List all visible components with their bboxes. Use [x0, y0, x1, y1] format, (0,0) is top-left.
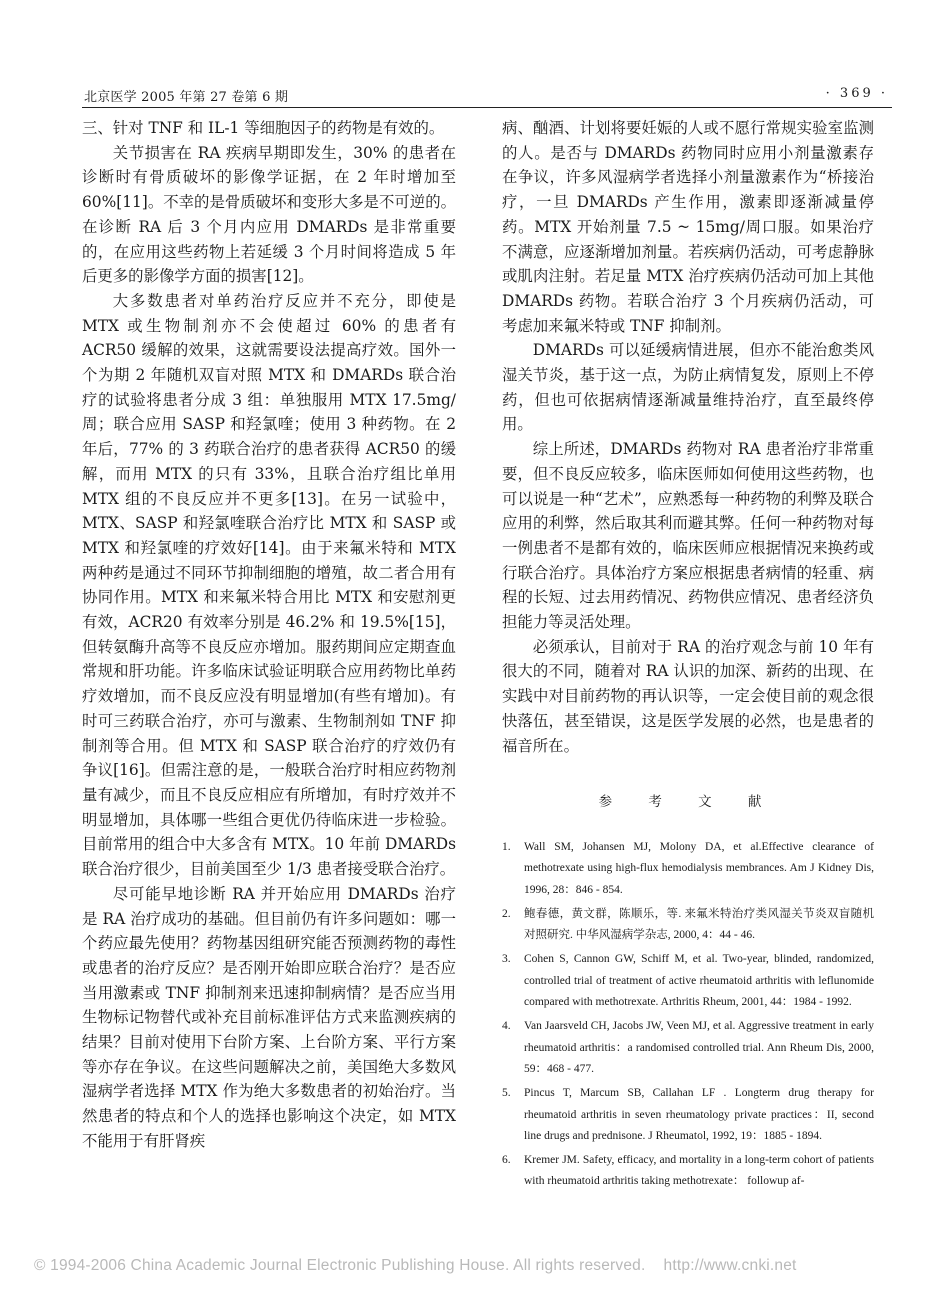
- left-column: [82, 116, 456, 1154]
- header-rule: [82, 107, 892, 108]
- reference-number: 3.: [502, 953, 511, 966]
- reference-number: 2.: [502, 907, 511, 920]
- right-column: [502, 116, 874, 1196]
- reference-text: 鲍春德，黄文群，陈顺乐，等. 来氟米特治疗类风湿关节炎双盲随机对照研究. 中华风湿病学杂志, 2000, 4：44 - 46.: [524, 907, 874, 942]
- running-head: 北京医学 2005 年第 27 卷第 6 期: [84, 90, 289, 105]
- reference-text: Van Jaarsveld CH, Jacobs JW, Veen MJ, et al. Aggressive treatment in early rheumatoid arthritis：a randomised controlled trial. Ann Rheum Dis, 2000, 59：468 - 477.: [524, 1020, 874, 1075]
- reference-text: Cohen S, Cannon GW, Schiff M, et al. Two-year, blinded, randomized, controlled trial of treatment of active rheumatoid arthritis with leflunomide compared with methotrexate. Arthritis Rheum, 2001, 44：1984 - 1992.: [524, 953, 874, 1009]
- reference-text: Kremer JM. Safety, efficacy, and mortality in a long-term cohort of patients with rheumatoid arthritis taking methotrexate： followup af-: [524, 1154, 874, 1188]
- reference-item: [502, 949, 874, 1013]
- reference-text: Wall SM, Johansen MJ, Molony DA, et al.Effective clearance of methotrexate using high-flux hemodialysis membrances. Am J Kidney Dis, 1996, 28：846 - 854.: [524, 840, 874, 896]
- body-paragraph: 综上所述，DMARDs 药物对 RA 患者治疗非常重要，但不良反应较多，临床医师如何使用这些药物，也可以说是一种“艺术”，应熟悉每一种药物的利弊及联合应用的利弊，然后取其利而避其弊。任何一种药物对每一例患者不是都有效的，临床医师应根据情况来换药或行联合治疗。具体治疗方案应根据患者病情的轻重、病程的长短、过去用药情况、药物供应情况、患者经济负担能力等灵活处理。: [502, 440, 874, 632]
- body-paragraph: 大多数患者对单药治疗反应并不充分，即使是 MTX 或生物制剂亦不会使超过 60% 的患者有 ACR50 缓解的效果，这就需要设法提高疗效。国外一个为期 2 年随机双盲对照 MTX 和 DMARDs 联合治疗的试验将患者分成 3 组：单独服用 MTX 17.5mg/周；联合应用 SASP 和羟氯喹；使用 3 种药物。在 2 年后，77% 的 3 药联合治疗的患者获得 ACR50 的缓解，而用 MTX 的只有 33%，且联合治疗组比单用 MTX 组的不良反应并不更多[13]。在另一试验中，MTX、SASP 和羟氯喹联合治疗比 MTX 和 SASP 或 MTX 和羟氯喹的疗效好[14]。由于来氟米特和 MTX 两种药是通过不同环节抑制细胞的增殖，故二者合用有协同作用。MTX 和来氟米特合用比 MTX 和安慰剂更有效，ACR20 有效率分别是 46.2% 和 19.5%[15]，但转氨酶升高等不良反应亦增加。服药期间应定期查血常规和肝功能。许多临床试验证明联合应用药物比单药疗效增加，而不良反应没有明显增加(有些有增加)。有时可三药联合治疗，亦可与激素、生物制剂如 TNF 抑制剂等合用。但 MTX 和 SASP 联合治疗的疗效仍有争议[16]。但需注意的是，一般联合治疗时相应药物剂量有减少，而且不良反应相应有所增加，有时疗效并不明显增加，具体哪一些组合更优仍待临床进一步检验。目前常用的组合中大多含有 MTX。10 年前 DMARDs 联合治疗很少，目前美国至少 1/3 患者接受联合治疗。: [82, 291, 456, 879]
- reference-number: 4.: [502, 1020, 511, 1033]
- reference-item: [502, 1016, 874, 1080]
- reference-item: [502, 904, 874, 947]
- body-paragraph: 尽可能早地诊断 RA 并开始应用 DMARDs 治疗是 RA 治疗成功的基础。但目前仍有许多问题如：哪一个药应最先使用？药物基因组研究能否预测药物的毒性或患者的治疗反应？是否刚开始即应联合治疗？是否应当用激素或 TNF 抑制剂来迅速抑制病情？是否应当用生物标记物替代或补充目前标准评估方式来监测疾病的结果？目前对使用下台阶方案、上台阶方案、平行方案等亦存在争议。在这些问题解决之前，美国绝大多数风湿病学者选择 MTX 作为绝大多数患者的初始治疗。当然患者的特点和个人的选择也影响这个决定，如 MTX 不能用于有肝肾疾: [82, 884, 456, 1150]
- copyright-watermark: © 1994-2006 China Academic Journal Electronic Publishing House. All rights reserved. http://www.cnki.net: [34, 1257, 797, 1274]
- page-number: · 369 ·: [825, 86, 888, 101]
- section-heading: 三、针对 TNF 和 IL-1 等细胞因子的药物是有效的。: [82, 119, 445, 137]
- reference-number: 1.: [502, 840, 511, 853]
- reference-number: 6.: [502, 1154, 511, 1167]
- body-paragraph: 关节损害在 RA 疾病早期即发生，30% 的患者在诊断时有骨质破坏的影像学证据，在 2 年时增加至 60%[11]。不幸的是骨质破坏和变形大多是不可逆的。在诊断 RA 后 3 个月内应用 DMARDs 是非常重要的，在应用这些药物上若延缓 3 个月时间将造成 5 年后更多的影像学方面的损害[12]。: [82, 143, 456, 286]
- reference-item: [502, 1083, 874, 1147]
- reference-item: [502, 837, 874, 901]
- reference-number: 5.: [502, 1087, 511, 1100]
- references-title: 参 考 文 献: [598, 794, 778, 811]
- body-paragraph: DMARDs 可以延缓病情进展，但亦不能治愈类风湿关节炎，基于这一点，为防止病情复发，原则上不停药，但也可依据病情逐渐减量维持治疗，直至最终停用。: [502, 341, 874, 434]
- reference-text: Pincus T, Marcum SB, Callahan LF . Longterm drug therapy for rheumatoid arthritis in seven rheumatology private practices：II, second line drugs and prednisone. J Rheumatol, 1992, 19：1885 - 1894.: [524, 1087, 874, 1142]
- reference-item: [502, 1150, 874, 1193]
- body-paragraph: 病、酗酒、计划将要妊娠的人或不愿行常规实验室监测的人。是否与 DMARDs 药物同时应用小剂量激素存在争议，许多风湿病学者选择小剂量激素作为“桥接治疗，一旦 DMARDs 产生作用，激素即逐渐减量停药。MTX 开始剂量 7.5 ~ 15mg/周口服。如果治疗不满意，应逐渐增加剂量。若疾病仍活动，可考虑静脉或肌肉注射。若足量 MTX 治疗疾病仍活动可加上其他 DMARDs 药物。若联合治疗 3 个月疾病仍活动，可考虑加来氟米特或 TNF 抑制剂。: [502, 119, 874, 335]
- body-paragraph: 必须承认，目前对于 RA 的治疗观念与前 10 年有很大的不同，随着对 RA 认识的加深、新药的出现、在实践中对目前药物的再认识等，一定会使目前的观念很快落伍，甚至错误，这是医学发展的必然，也是患者的福音所在。: [502, 637, 874, 755]
- reference-list: [502, 837, 874, 1193]
